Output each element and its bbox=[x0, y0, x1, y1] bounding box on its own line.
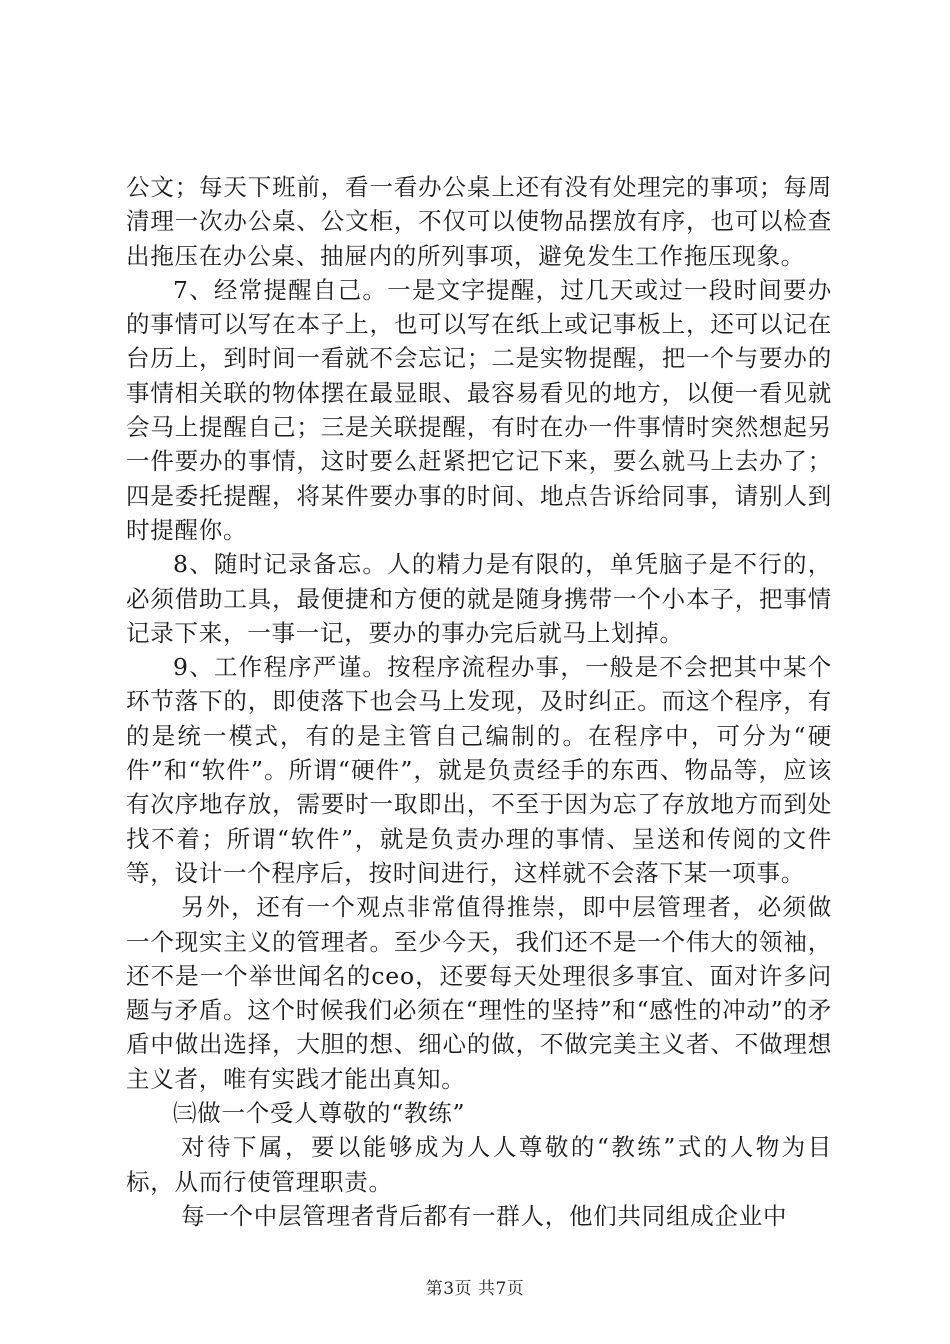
paragraph-item-8: 8、随时记录备忘。人的精力是有限的，单凭脑子是不行的，必须借助工具，最便捷和方便的就是随身携带一个小本子，把事情记录下来，一事一记，要办的事办完后就马上划掉。 bbox=[126, 550, 832, 647]
paragraph-coach-goal: 对待下属，要以能够成为人人尊敬的“教练”式的人物为目标，从而行使管理职责。 bbox=[126, 1133, 832, 1196]
section-heading-coach: ㈢做一个受人尊敬的“教练” bbox=[173, 1099, 466, 1128]
paragraph-continuation: 公文；每天下班前，看一看办公桌上还有没有处理完的事项；每周清理一次办公桌、公文柜，不仅可以使物品摆放有序，也可以检查出拖压在办公桌、抽屉内的所列事项，避免发生工作拖压现象。 bbox=[126, 173, 832, 270]
paragraph-team: 每一个中层管理者背后都有一群人，他们共同组成企业中 bbox=[181, 1201, 788, 1230]
page-number-footer: 第3页 共7页 bbox=[425, 1279, 525, 1299]
paragraph-item-7: 7、经常提醒自己。一是文字提醒，过几天或过一段时间要办的事情可以写在本子上，也可以写在纸上或记事板上，还可以记在台历上，到时间一看就不会忘记；二是实物提醒，把一个与要办的事情相关联的物体摆在最显眼、最容易看见的地方，以便一看见就会马上提醒自己；三是关联提醒，有时在办一件事情时突然想起另一件要办的事情，这时要么赶紧把它记下来，要么就马上去办了；四是委托提醒，将某件要办事的时间、地点告诉给同事，请别人到时提醒你。 bbox=[126, 275, 832, 544]
paragraph-item-9: 9、工作程序严谨。按程序流程办事，一般是不会把其中某个环节落下的，即使落下也会马上发现，及时纠正。而这个程序，有的是统一模式，有的是主管自己编制的。在程序中，可分为“硬件”和“软件”。所谓“硬件”，就是负责经手的东西、物品等，应该有次序地存放，需要时一取即出，不至于因为忘了存放地方而到处找不着；所谓“软件”，就是负责办理的事情、呈送和传阅的文件等，设计一个程序后，按时间进行，这样就不会落下某一项事。 bbox=[126, 653, 832, 887]
document-body bbox=[126, 170, 832, 1233]
paragraph-realism: 另外，还有一个观点非常值得推崇，即中层管理者，必须做一个现实主义的管理者。至少今天，我们还不是一个伟大的领袖，还不是一个举世闻名的ceo，还要每天处理很多事宜、面对许多问题与矛盾。这个时候我们必须在“理性的坚持”和“感性的冲动”的矛盾中做出选择，大胆的想、细心的做，不做完美主义者、不做理想主义者，唯有实践才能出真知。 bbox=[126, 893, 832, 1093]
